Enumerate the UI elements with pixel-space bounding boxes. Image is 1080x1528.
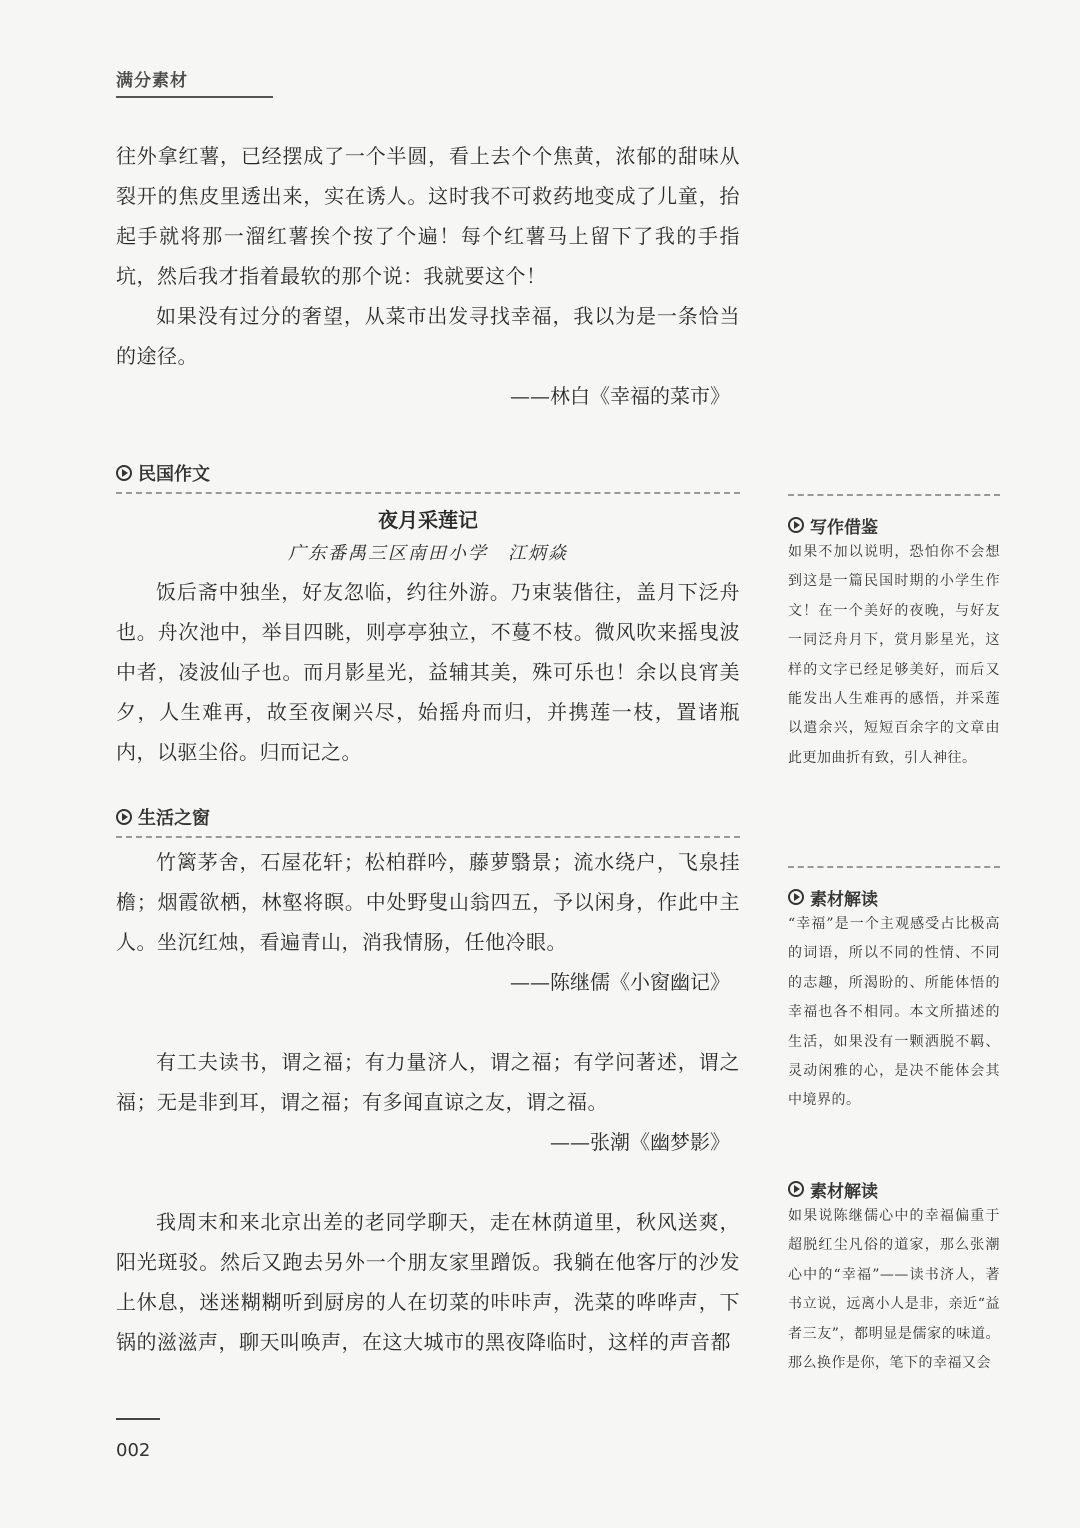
essay-text: 饭后斋中独坐，好友忽临，约往外游。乃束装偕往，盖月下泛舟也。舟次池中，举目四眺，则亭亭独立，不蔓不枝。微风吹来摇曳波中者，凌波仙子也。而月影星光，益辅其美，殊可乐也！余以良宵美夕，人生难再，故至夜阑兴尽，始摇舟而归，并携莲一枝，置诸瓶内，以驱尘俗。归而记之。 <box>116 580 740 764</box>
sidebar-heading <box>788 512 1000 538</box>
footer-rule <box>116 1418 160 1420</box>
sidebar-box-material-1 <box>788 866 1000 1116</box>
main-column <box>116 136 740 1362</box>
quote-youmengying: 有工夫读书，谓之福；有力量济人，谓之福；有学问著述，谓之福；无是非到耳，谓之福；有多闻直谅之友，谓之福。 <box>116 1050 740 1114</box>
quote-xiaochuang: 竹篱茅舍，石屋花轩；松柏群吟，藤萝翳景；流水绕户，飞泉挂檐；烟霞欲栖，林壑将瞑。中处野叟山翁四五，予以闲身，作此中主人。坐沉红烛，看遍青山，消我情肠，任他冷眼。 <box>116 850 740 954</box>
sidebar-text: 如果不加以说明，恐怕你不会想到这是一篇民国时期的小学生作文！在一个美好的夜晚，与好友一同泛舟月下，赏月影星光，这样的文字已经足够美好，而后又能发出人生难再的感悟，并采莲以遣余兴，短短百余字的文章由此更加曲折有致，引人神往。 <box>788 544 1000 766</box>
sidebar-text: 如果说陈继儒心中的幸福偏重于超脱红尘凡俗的道家，那么张潮心中的“幸福”——读书济人，著书立说，远离小人是非，亲近“益者三友”，都明显是儒家的味道。那么换作是你，笔下的幸福又会 <box>788 1208 1000 1372</box>
intro-paragraph-2: 如果没有过分的奢望，从菜市出发寻找幸福，我以为是一条恰当的途径。 <box>116 304 740 368</box>
section-divider <box>116 836 740 838</box>
page-number: 002 <box>116 1440 151 1461</box>
section-heading-minguo <box>116 460 740 486</box>
running-header: 满分素材 <box>116 71 188 91</box>
play-circle-icon <box>116 465 132 481</box>
section-heading-label: 生活之窗 <box>138 808 210 829</box>
sidebar-heading-label: 素材解读 <box>810 1181 878 1202</box>
play-circle-icon <box>788 517 804 533</box>
sidebar-box-writing <box>788 494 1000 773</box>
intro-paragraph-1: 往外拿红薯，已经摆成了一个半圆，看上去个个焦黄，浓郁的甜味从裂开的焦皮里透出来，实在诱人。这时我不可救药地变成了儿童，抬起手就将那一溜红薯挨个按了个遍！每个红薯马上留下了我的手指坑，然后我才指着最软的那个说：我就要这个！ <box>116 144 740 288</box>
sidebar-divider <box>788 866 1000 868</box>
essay-author: 广东番禺三区南田小学 江炳焱 <box>288 543 568 564</box>
sidebar-box-material-2 <box>788 1176 1000 1378</box>
quote-youmengying-attribution: ——张潮《幽梦影》 <box>550 1130 730 1154</box>
sidebar-heading <box>788 1176 1000 1202</box>
sidebar-divider <box>788 494 1000 496</box>
section-heading-label: 民国作文 <box>138 464 210 485</box>
sidebar-heading-label: 素材解读 <box>810 889 878 910</box>
play-circle-icon <box>788 889 804 905</box>
intro-attribution: ——林白《幸福的菜市》 <box>510 384 730 408</box>
play-circle-icon <box>788 1181 804 1197</box>
quote-xiaochuang-attribution: ——陈继儒《小窗幽记》 <box>510 970 730 994</box>
sidebar-heading-label: 写作借鉴 <box>810 517 878 538</box>
play-circle-icon <box>116 809 132 825</box>
section-heading-life <box>116 804 740 830</box>
sidebar-text: “幸福”是一个主观感受占比极高的词语，所以不同的性情、不同的志趣，所渴盼的、所能体悟的幸福也各不相同。本文所描述的生活，如果没有一颗洒脱不羁、灵动闲雅的心，是决不能体会其中境界的。 <box>788 916 1000 1109</box>
sidebar-heading <box>788 884 1000 910</box>
closing-paragraph: 我周末和来北京出差的老同学聊天，走在林荫道里，秋风送爽，阳光斑驳。然后又跑去另外一个朋友家里蹭饭。我躺在他客厅的沙发上休息，迷迷糊糊听到厨房的人在切菜的咔咔声，洗菜的哗哗声，下锅的滋滋声，聊天叫唤声，在这大城市的黑夜降临时，这样的声音都 <box>116 1210 740 1354</box>
header-rule <box>116 96 273 98</box>
essay-title: 夜月采莲记 <box>378 508 478 532</box>
